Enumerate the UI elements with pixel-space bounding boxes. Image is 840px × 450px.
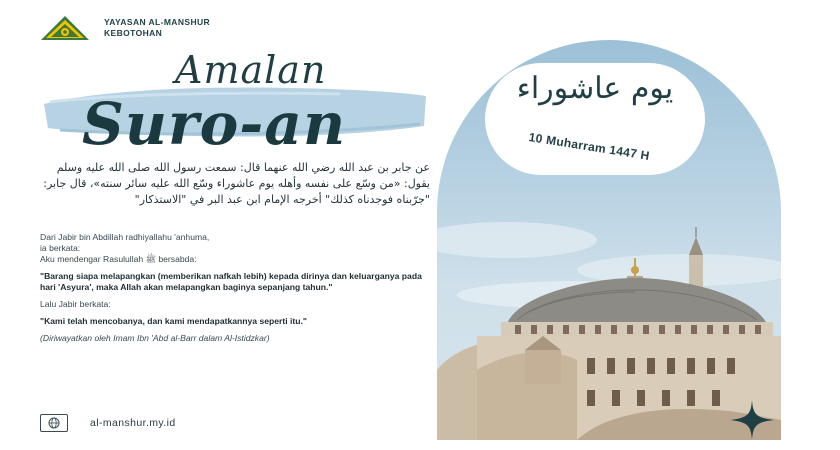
header bbox=[40, 15, 210, 41]
hadith-arabic-text: عن جابر بن عبد الله رضي الله عنهما قال: سمعت رسول الله صلى الله عليه وسلم يقول: «من وسّع على نفسه وأهله يوم عاشوراء وسّع الله عليه سائر سنته»، قال جابر: "جرّبناه فوجدناه كذلك" أخرجه الإمام ابن عبد البر في "الاستذكار" bbox=[43, 161, 430, 206]
translation-intro-line2: ia berkata: bbox=[40, 243, 81, 253]
website-link[interactable]: al-manshur.my.id bbox=[90, 417, 176, 429]
title-amalan: Amalan bbox=[175, 48, 327, 92]
hadith-quote: "Barang siapa melapangkan (memberikan nafkah lebih) kepada dirinya dan keluarganya pada hari 'Asyura', maka Allah akan melapangkan baginya sepanjang tahun." bbox=[40, 271, 422, 292]
organization-name-line2: KEBOTOHAN bbox=[104, 28, 163, 38]
footer bbox=[40, 414, 176, 432]
title-block bbox=[40, 42, 430, 162]
organization-name-line1: YAYASAN AL-MANSHUR bbox=[104, 17, 211, 27]
translation-intro-line1: Dari Jabir bin Abdillah radhiyallahu 'anhuma, bbox=[40, 232, 210, 242]
translation-jabir-said: Lalu Jabir berkata: bbox=[40, 299, 111, 309]
translation-intro-line3: Aku mendengar Rasulullah ﷺ bersabda: bbox=[40, 254, 197, 264]
title-suro-an: Suro-an bbox=[82, 90, 347, 158]
hadith-source: (Diriwayatkan oleh Imam Ibn 'Abd al-Barr dalam Al-Istidzkar) bbox=[40, 333, 270, 343]
yayasan-logo bbox=[40, 15, 90, 41]
jabir-quote: "Kami telah mencobanya, dan kami mendapatkannya seperti itu." bbox=[40, 316, 307, 326]
ashura-arabic-calligraphy: يوم عاشوراء bbox=[516, 71, 674, 106]
hadith-translation bbox=[40, 232, 435, 350]
ashura-date: 10 Muharram 1447 H bbox=[527, 130, 651, 163]
organization-name bbox=[104, 17, 210, 39]
sparkle-icon bbox=[730, 400, 774, 440]
ashura-badge bbox=[485, 63, 705, 175]
globe-icon bbox=[48, 417, 60, 429]
web-icon bbox=[40, 414, 68, 432]
